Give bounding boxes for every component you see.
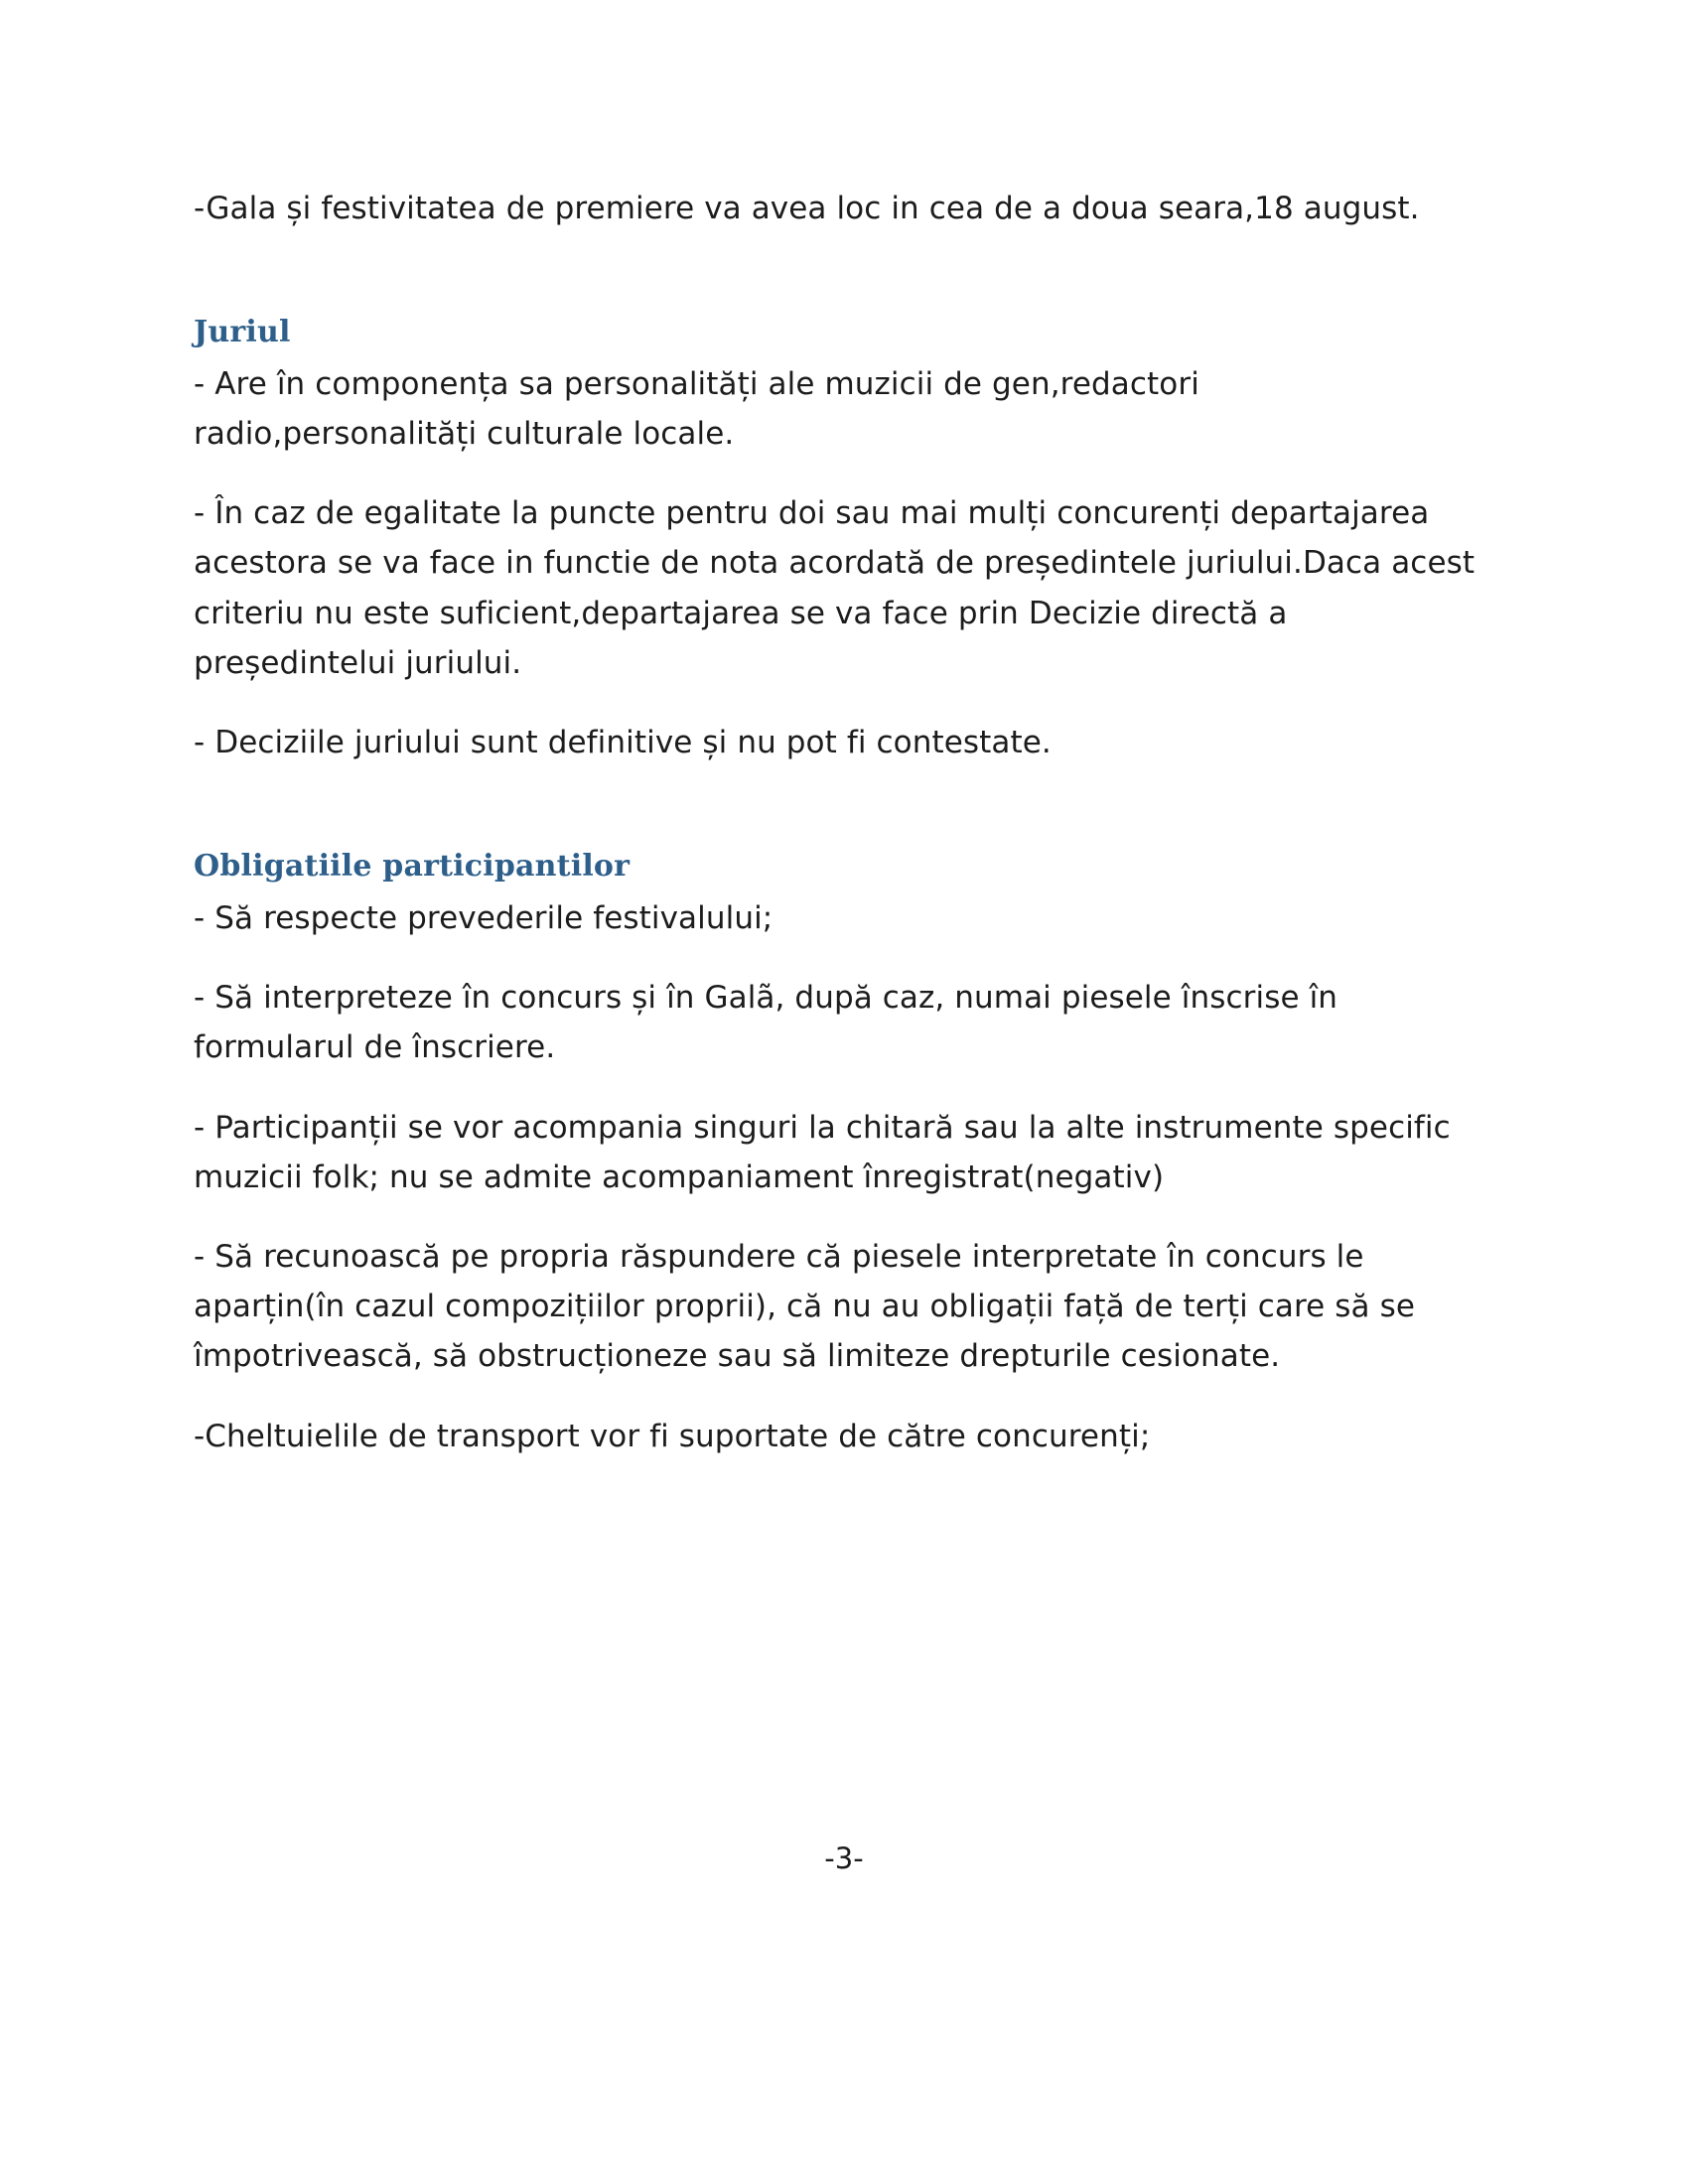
document-body: [194, 184, 1479, 1461]
para-juriul-egalitate: - În caz de egalitate la puncte pentru doi sau mai mulți concurenți departajarea acestora se va face in functie de nota acordată de președintele juriului.Daca acest criteriu nu este suficient,departajarea se va face prin Decizie directă a președintelui juriului.: [194, 495, 1476, 681]
page-number: -3-: [824, 1842, 864, 1875]
para-juriul-componenta: - Are în componența sa personalități ale muzicii de gen,redactori radio,personalități culturale locale.: [194, 365, 1199, 453]
para-obligatii-acompaniament: - Participanții se vor acompania singuri la chitară sau la alte instrumente specific muzicii folk; nu se admite acompaniament înregistrat(negativ): [194, 1109, 1451, 1195]
heading-obligatii: Obligatiile participantilor: [194, 849, 631, 885]
para-obligatii-transport: -Cheltuielile de transport vor fi suportate de către concurenți;: [194, 1418, 1151, 1454]
para-gala: -Gala și festivitatea de premiere va avea loc in cea de a doua seara,18 august.: [194, 191, 1420, 226]
para-juriul-decizii: - Deciziile juriului sunt definitive și nu pot fi contestate.: [194, 725, 1052, 761]
heading-juriul: Juriul: [194, 315, 291, 350]
para-obligatii-interpretare: - Să interpreteze în concurs și în Galã, după caz, numai piesele înscrise în formularul de înscriere.: [194, 980, 1338, 1066]
spacer-before-obligatii: [194, 797, 1479, 843]
para-obligatii-prevederi: - Să respecte prevederile festivalului;: [194, 899, 774, 936]
spacer-before-juriul: [194, 263, 1479, 309]
para-obligatii-drepturi: - Să recunoască pe propria răspundere că piesele interpretate în concurs le aparțin(în cazul compozițiilor proprii), că nu au obligații față de terți care să se împotrivească, să obstrucționeze sau să limiteze drepturile cesionate.: [194, 1239, 1416, 1375]
